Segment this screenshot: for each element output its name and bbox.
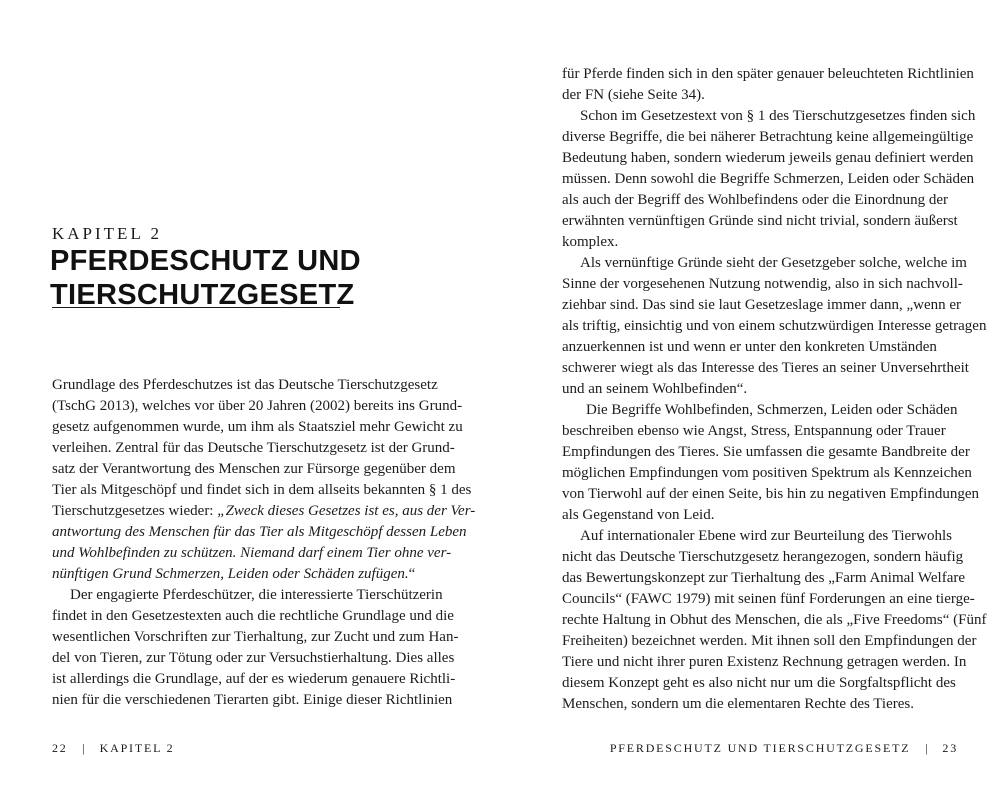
text-line (562, 274, 962, 295)
text-line-normal: beschreiben ebenso wie Angst, Stress, Entspannung oder Trauer (562, 423, 946, 439)
footer-separator: | (82, 741, 85, 755)
text-line-normal: erwähnten vernünftigen Gründe sind nicht trivial, sondern äußerst (562, 213, 958, 229)
text-line (562, 379, 962, 400)
text-line (562, 589, 975, 610)
text-line (562, 190, 962, 211)
text-line (562, 295, 962, 316)
text-line (52, 522, 467, 543)
text-line-italic: nünftigen Grund Schmerzen, Leiden oder Schäden zufügen. (52, 566, 409, 582)
text-line-normal: Die Begriffe Wohlbefinden, Schmerzen, Leiden oder Schäden (586, 402, 958, 418)
left-body-text (52, 375, 476, 711)
text-line (562, 253, 967, 274)
page-number-right: 23 (942, 741, 958, 755)
text-line-normal: Als vernünftige Gründe sieht der Gesetzgeber solche, welche im (580, 255, 967, 271)
text-line-normal: Empfindungen des Tieres. Sie umfassen die gesamte Bandbreite der (562, 444, 970, 460)
text-line (562, 568, 966, 589)
running-head-left: KAPITEL 2 (99, 741, 175, 755)
text-line (562, 484, 980, 505)
text-line-normal: als triftig, einsichtig und von einem schutzwürdigen Interesse getragen (562, 318, 987, 334)
right-page (504, 0, 1008, 804)
page-number-left: 22 (52, 741, 68, 755)
text-line-normal: ziehbar sind. Das sind sie laut Gesetzeslage immer dann, „wenn er (562, 297, 962, 313)
text-line (52, 543, 452, 564)
text-line-italic: „Zweck dieses Gesetzes ist es, aus der Ver- (217, 503, 476, 519)
text-line-normal: (TschG 2013), welches vor über 20 Jahren (2002) bereits ins Grund- (52, 398, 463, 414)
text-line-normal: Tier als Mitgeschöpf und findet sich in dem allseits bekannten § 1 des (52, 482, 472, 498)
footer-separator: | (925, 741, 928, 755)
text-line (562, 316, 987, 337)
text-line-normal: diesem Konzept geht es also nicht nur um die Sorgfaltspflicht des (562, 675, 956, 691)
text-line (562, 631, 977, 652)
text-line (52, 606, 452, 627)
text-line-normal: als auch der Begriff des Wohlbefindens oder die Einordnung der (562, 192, 949, 208)
text-line (52, 459, 456, 480)
text-line (52, 501, 476, 522)
running-head-right: PFERDESCHUTZ UND TIERSCHUTZGESETZ (609, 741, 911, 755)
text-line-italic: antwortung des Menschen für das Tier als Mitgeschöpf dessen Leben (52, 524, 467, 540)
text-line-normal: Councils“ (FAWC 1979) mit seinen fünf Forderungen an eine tierge- (562, 591, 975, 607)
text-line (562, 421, 962, 442)
text-line-normal: ist allerdings die Grundlage, auf der es wiederum genauere Richtli- (52, 671, 456, 687)
text-line (562, 169, 975, 190)
text-line (52, 375, 452, 396)
text-line (562, 85, 962, 106)
text-line-normal: das Bewertungskonzept zur Tierhaltung des „Farm Animal Welfare (562, 570, 966, 586)
text-line-normal: der FN (siehe Seite 34). (562, 87, 705, 103)
text-line (562, 463, 972, 484)
text-line-normal: gesetz aufgenommen wurde, um ihm als Staatsziel mehr Gewicht zu (52, 419, 463, 435)
title-underline (52, 307, 340, 308)
text-line-italic: und Wohlbefinden zu schützen. Niemand darf einem Tier ohne ver- (52, 545, 452, 561)
text-line-normal: Sinne der vorgesehenen Nutzung notwendig, also in sich nachvoll- (562, 276, 963, 292)
text-line (562, 232, 962, 253)
text-line-normal: anzuerkennen ist und wenn er unter den konkreten Umständen (562, 339, 937, 355)
text-line (52, 648, 455, 669)
text-line-normal: Menschen, sondern um die elementaren Rechte des Tieres. (562, 696, 914, 712)
chapter-title-line-1: PFERDESCHUTZ UND (50, 245, 361, 277)
text-line (52, 564, 452, 585)
text-line (562, 211, 962, 232)
text-line-normal: diverse Begriffe, die bei näherer Betrachtung keine allgemeingültige (562, 129, 974, 145)
text-line (562, 148, 974, 169)
text-line (562, 505, 962, 526)
text-line-normal: Tiere und nicht ihrer puren Existenz Rechnung getragen werden. In (562, 654, 967, 670)
text-line-normal: von Tierwohl auf der einen Seite, bis hin zu negativen Empfindungen (562, 486, 980, 502)
text-line (52, 585, 452, 606)
text-line (562, 127, 974, 148)
text-line (52, 396, 463, 417)
text-line (562, 673, 962, 694)
text-line (562, 400, 962, 421)
right-body-text (562, 64, 987, 715)
text-line-normal: findet in den Gesetzestexten auch die rechtliche Grundlage und die (52, 608, 454, 624)
text-line-normal: nien für die verschiedenen Tierarten gibt. Einige dieser Richtlinien (52, 692, 453, 708)
text-line-normal: satz der Verantwortung des Menschen zur Fürsorge gegenüber dem (52, 461, 456, 477)
text-line-normal: schwerer wiegt als das Interesse des Tieres an seiner Unversehrtheit (562, 360, 969, 376)
text-line (562, 442, 970, 463)
text-line-normal: komplex. (562, 234, 619, 250)
text-line (562, 64, 974, 85)
text-line (52, 480, 472, 501)
text-line-normal: als Gegenstand von Leid. (562, 507, 715, 523)
right-footer (610, 741, 958, 756)
text-line (52, 438, 455, 459)
chapter-title-line-2: TIERSCHUTZGESETZ (50, 279, 355, 311)
text-line (52, 690, 452, 711)
text-line-normal: für Pferde finden sich in den später genauer beleuchteten Richtlinien (562, 66, 974, 82)
text-line (52, 669, 456, 690)
text-line-normal: nicht das Deutsche Tierschutzgesetz herangezogen, sondern häufig (562, 549, 964, 565)
text-line (562, 610, 987, 631)
chapter-title (50, 244, 361, 312)
chapter-label: KAPITEL 2 (52, 224, 162, 243)
text-line-normal: müssen. Denn sowohl die Begriffe Schmerzen, Leiden oder Schäden (562, 171, 975, 187)
text-line-normal: rechte Haltung in Obhut des Menschen, die als „Five Freedoms“ (Fünf (562, 612, 987, 628)
text-line-normal: Schon im Gesetzestext von § 1 des Tierschutzgesetzes finden sich (580, 108, 976, 124)
text-line-normal: und an seinem Wohlbefinden“. (562, 381, 748, 397)
text-line (52, 417, 463, 438)
text-line-normal: Auf internationaler Ebene wird zur Beurteilung des Tierwohls (580, 528, 952, 544)
text-line-normal: Tierschutzgesetzes wieder: (52, 503, 218, 519)
text-line (562, 337, 962, 358)
text-line-normal: Bedeutung haben, sondern wiederum jeweils genau definiert werden (562, 150, 974, 166)
text-line (562, 358, 969, 379)
text-line-normal: Grundlage des Pferdeschutzes ist das Deutsche Tierschutzgesetz (52, 377, 438, 393)
text-line-normal: del von Tieren, zur Tötung oder zur Versuchstierhaltung. Dies alles (52, 650, 455, 666)
text-line (562, 694, 962, 715)
text-line-normal: verleihen. Zentral für das Deutsche Tierschutzgesetz ist der Grund- (52, 440, 455, 456)
text-line-normal: Freiheiten) bezeichnet werden. Mit ihnen soll den Empfindungen der (562, 633, 977, 649)
text-line (562, 547, 962, 568)
text-line-normal: wesentlichen Vorschriften zur Tierhaltung, zur Zucht und zum Han- (52, 629, 459, 645)
text-line (562, 652, 967, 673)
left-footer (52, 741, 174, 756)
text-line-after: “ (408, 566, 416, 582)
text-line-normal: Der engagierte Pferdeschützer, die interessierte Tierschützerin (70, 587, 443, 603)
text-line-normal: möglichen Empfindungen vom positiven Spektrum als Kennzeichen (562, 465, 972, 481)
text-line (52, 627, 459, 648)
text-line (562, 526, 962, 547)
text-line (562, 106, 976, 127)
